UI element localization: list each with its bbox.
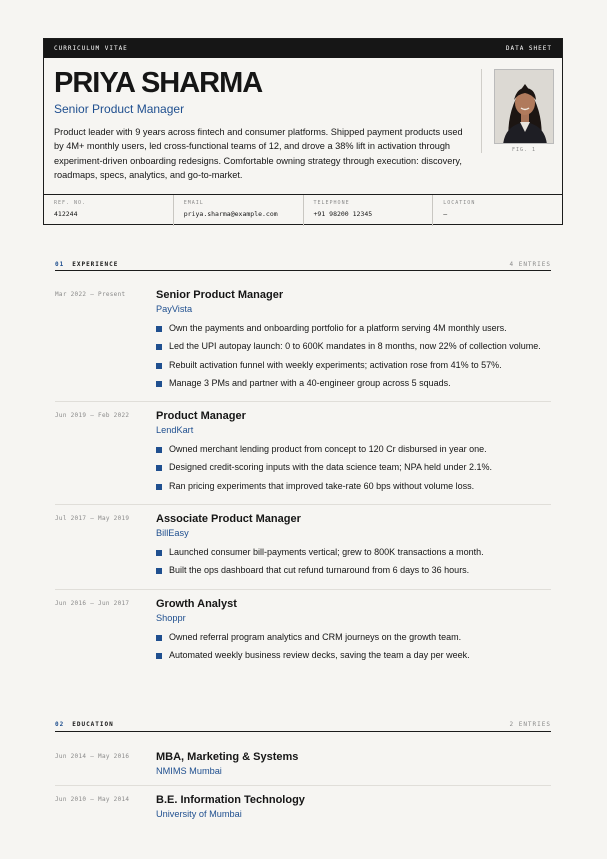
entry-degree: MBA, Marketing & Systems: [156, 751, 299, 763]
section-number: 01: [55, 261, 65, 268]
entry-dates: Jun 2019 – Feb 2022: [55, 412, 130, 419]
education-section-header: [55, 717, 551, 728]
bullet-item: Own the payments and onboarding portfolio for a platform serving 4M monthly users.: [156, 322, 541, 340]
section-label: EXPERIENCE: [72, 261, 119, 268]
entry-org: PayVista: [156, 304, 193, 314]
entry-separator: [55, 785, 551, 786]
entry-separator: [55, 504, 551, 505]
section-title: [55, 721, 114, 728]
bullet-item: Designed credit-scoring inputs with the data science team; NPA held under 2.1%.: [156, 461, 492, 479]
bullet-item: Rebuilt activation funnel with weekly experiments; activation rose from 41% to 57%.: [156, 359, 541, 377]
meta-label: LOCATION: [443, 200, 476, 206]
meta-row: [44, 194, 562, 226]
entry-role: Growth Analyst: [156, 598, 237, 610]
bullet-list: [156, 443, 492, 498]
section-number: 02: [55, 721, 65, 728]
meta-label: TELEPHONE: [313, 200, 350, 206]
cv-tag: CURRICULUM VITAE: [54, 45, 128, 52]
meta-email: [174, 195, 304, 226]
header-bar: [44, 39, 562, 58]
entry-school: NMIMS Mumbai: [156, 766, 222, 776]
summary-text: Product leader with 9 years across fintech and consumer platforms. Shipped payment products used by 4M+ monthly users, led cross-functional teams of 12, and drove a 38% lift in activation through experiment-driven onboarding redesigns. Comfortable owning strategy through execution: discovery, roadmaps, specs, analytics, and go-to-market.: [54, 127, 463, 180]
entry-degree: B.E. Information Technology: [156, 794, 305, 806]
bullet-item: Built the ops dashboard that cut refund turnaround from 6 days to 36 hours.: [156, 564, 484, 582]
section-count: 4 ENTRIES: [509, 261, 551, 268]
section-title: [55, 261, 118, 268]
photo-caption: FIG. 1: [511, 147, 537, 153]
entry-org: LendKart: [156, 425, 194, 435]
section-count: 2 ENTRIES: [509, 721, 551, 728]
bullet-item: Ran pricing experiments that improved take-rate 60 bps without volume loss.: [156, 480, 492, 498]
entry-separator: [55, 589, 551, 590]
bullet-item: Owned referral program analytics and CRM journeys on the growth team.: [156, 631, 470, 649]
email-link[interactable]: priya.sharma@example.com: [183, 210, 278, 218]
phone-link[interactable]: +91 98200 12345: [313, 210, 373, 218]
entry-school: University of Mumbai: [156, 809, 242, 819]
meta-label: EMAIL: [183, 200, 204, 206]
bullet-item: Led the UPI autopay launch: 0 to 600K mandates in 8 months, now 22% of collection volume.: [156, 340, 541, 358]
bullet-item: Manage 3 PMs and partner with a 40-engineer group across 5 squads.: [156, 377, 541, 395]
experience-section-header: [55, 257, 551, 268]
meta-ref: [44, 195, 174, 226]
entry-dates: Jun 2014 – May 2016: [55, 753, 130, 760]
entry-role: Senior Product Manager: [156, 289, 284, 301]
meta-value: 412244: [54, 210, 78, 218]
divider: [481, 69, 482, 153]
entry-org: Shoppr: [156, 613, 186, 623]
section-rule: [55, 731, 551, 732]
entry-dates: Mar 2022 – Present: [55, 291, 126, 298]
bullet-item: Automated weekly business review decks, saving the team a day per week.: [156, 649, 470, 667]
header-card: [43, 38, 563, 225]
meta-value: —: [443, 210, 448, 218]
bullet-list: [156, 631, 470, 668]
profile-photo: [494, 69, 554, 144]
section-rule: [55, 270, 551, 271]
entry-org: BillEasy: [156, 528, 189, 538]
bullet-item: Launched consumer bill-payments vertical; grew to 800K transactions a month.: [156, 546, 484, 564]
candidate-title: Senior Product Manager: [54, 102, 185, 116]
entry-role: Associate Product Manager: [156, 513, 301, 525]
entry-role: Product Manager: [156, 410, 246, 422]
entry-dates: Jul 2017 – May 2019: [55, 515, 130, 522]
bullet-list: [156, 322, 541, 395]
bullet-list: [156, 546, 484, 583]
entry-dates: Jun 2016 – Jun 2017: [55, 600, 130, 607]
meta-telephone: [304, 195, 434, 226]
entry-dates: Jun 2010 – May 2014: [55, 796, 130, 803]
meta-label: REF. NO.: [54, 200, 87, 206]
entry-separator: [55, 401, 551, 402]
meta-location: [433, 195, 562, 226]
portrait-image: [495, 70, 554, 144]
datasheet-tag: DATA SHEET: [505, 45, 552, 52]
bullet-item: Owned merchant lending product from concept to 120 Cr disbursed in year one.: [156, 443, 492, 461]
candidate-name: PRIYA SHARMA: [54, 67, 263, 99]
section-label: EDUCATION: [72, 721, 114, 728]
